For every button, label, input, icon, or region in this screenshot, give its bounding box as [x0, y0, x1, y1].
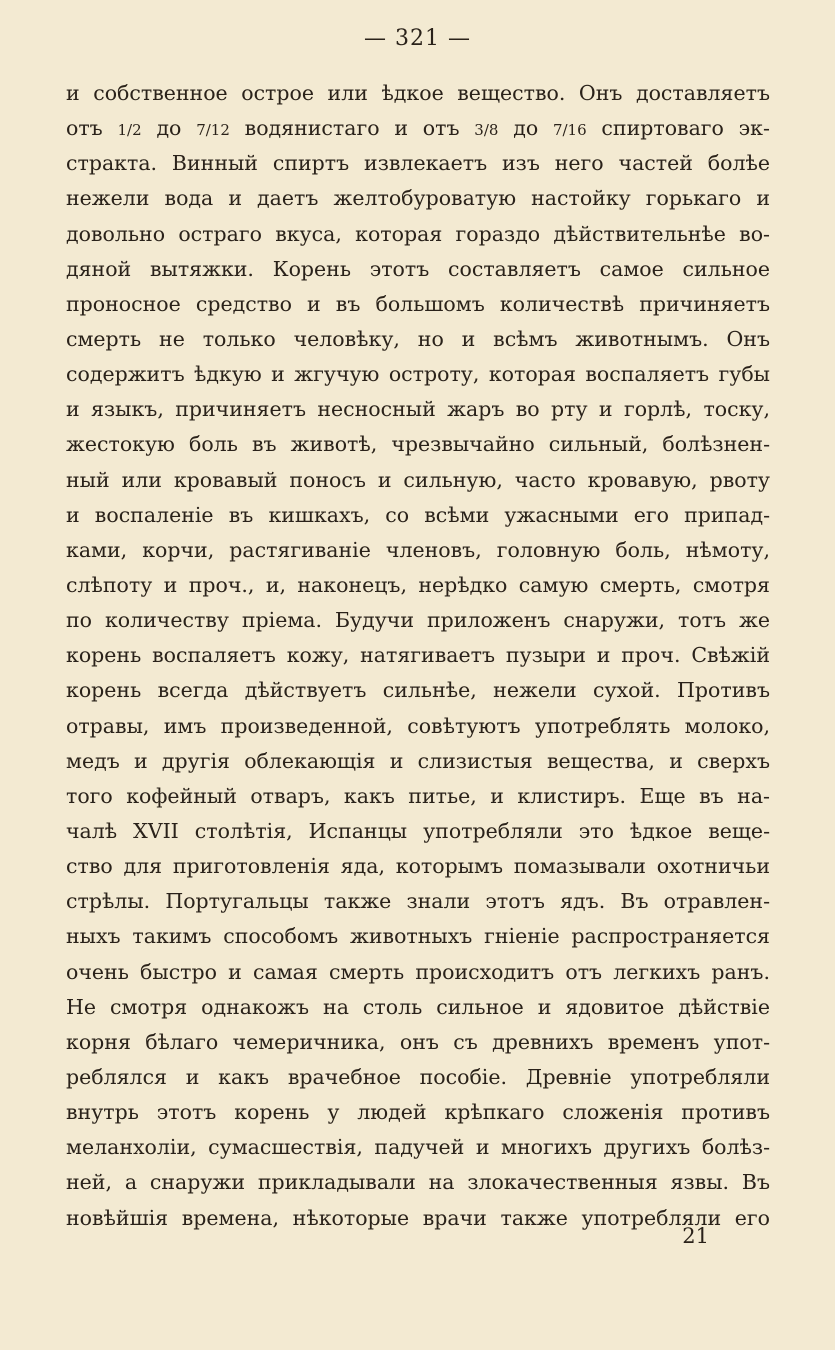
text-line: новѣйшія времена, нѣкоторые врачи также употребляли его — [66, 1205, 770, 1230]
text-line: Не смотря однакожъ на столь сильное и ядовитое дѣйствіе — [66, 994, 770, 1019]
text-line: медъ и другія облекающія и слизистыя вещества, и сверхъ — [66, 748, 770, 773]
text-line: слѣпоту и проч., и, наконецъ, нерѣдко самую смерть, смотря — [66, 572, 770, 597]
fraction: 7/16 — [552, 121, 587, 140]
text-line: и собственное острое или ѣдкое вещество. Онъ доставляетъ — [66, 81, 770, 105]
text-line: и языкъ, причиняетъ несносный жаръ во рту и горлѣ, тоску, — [66, 397, 770, 422]
text-line: содержитъ ѣдкую и жгучую остроту, которая воспаляетъ губы — [66, 362, 770, 387]
text-line: ней, а снаружи прикладывали на злокачественныя язвы. Въ — [66, 1170, 770, 1195]
text-line: ныхъ такимъ способомъ животныхъ гніеніе распространяется — [66, 924, 770, 949]
text-line: смерть не только человѣку, но и всѣмъ животнымъ. Онъ — [66, 326, 770, 351]
text-line: ками, корчи, растягиваніе членовъ, головную боль, нѣмоту, — [66, 537, 770, 562]
text-line: стрѣлы. Португальцы также знали этотъ ядъ. Въ отравлен- — [66, 889, 770, 914]
body-text — [66, 76, 770, 1236]
text-line: отравы, имъ произведенной, совѣтуютъ употреблять молоко, — [66, 713, 770, 738]
text-line: жестокую боль въ животѣ, чрезвычайно сильный, болѣзнен- — [66, 432, 770, 457]
text-line: нежели вода и даетъ желтобуроватую настойку горькаго и — [66, 186, 770, 211]
text-line: проносное средство и въ большомъ количествѣ причиняетъ — [66, 291, 770, 316]
text-line: очень быстро и самая смерть происходитъ отъ легкихъ ранъ. — [66, 959, 770, 984]
text-line: по количеству пріема. Будучи приложенъ снаружи, тотъ же — [66, 608, 770, 633]
fraction: 7/12 — [196, 121, 230, 140]
text-line: и воспаленіе въ кишкахъ, со всѣми ужасными его припад- — [66, 502, 770, 527]
text-line: корень воспаляетъ кожу, натягиваетъ пузыри и проч. Свѣжій — [66, 643, 770, 668]
text-line: внутрь этотъ корень у людей крѣпкаго сложенія противъ — [66, 1100, 770, 1125]
text-line: корня бѣлаго чемеричника, онъ съ древнихъ временъ упот- — [66, 1029, 770, 1054]
text-line: корень всегда дѣйствуетъ сильнѣе, нежели сухой. Противъ — [66, 678, 770, 703]
text-line: довольно остраго вкуса, которая гораздо дѣйствительнѣе во- — [66, 221, 770, 246]
text-line: стракта. Винный спиртъ извлекаетъ изъ него частей болѣе — [66, 151, 770, 176]
fraction: 1/2 — [117, 121, 142, 140]
page-number-header: — 321 — — [364, 26, 471, 51]
text-line: ство для приготовленія яда, которымъ помазывали охотничьи — [66, 854, 770, 879]
text-line: реблялся и какъ врачебное пособіе. Древніе употребляли — [66, 1064, 770, 1089]
text-line-fractions: отъ 1/2 до 7/12 водянистаго и отъ 3/8 до 7/16 спиртоваго эк- — [66, 116, 770, 141]
fraction: 3/8 — [474, 121, 499, 140]
text-line: чалѣ XVII столѣтія, Испанцы употребляли это ѣдкое веще- — [66, 818, 770, 843]
text-line: дяной вытяжки. Корень этотъ составляетъ самое сильное — [66, 256, 770, 281]
text-line: меланхоліи, сумасшествія, падучей и многихъ другихъ болѣз- — [66, 1135, 770, 1160]
signature-mark: 21 — [682, 1224, 709, 1248]
text-line: того кофейный отваръ, какъ питье, и клистиръ. Еще въ на- — [66, 783, 770, 808]
text-line: ный или кровавый поносъ и сильную, часто кровавую, рвоту — [66, 467, 770, 492]
